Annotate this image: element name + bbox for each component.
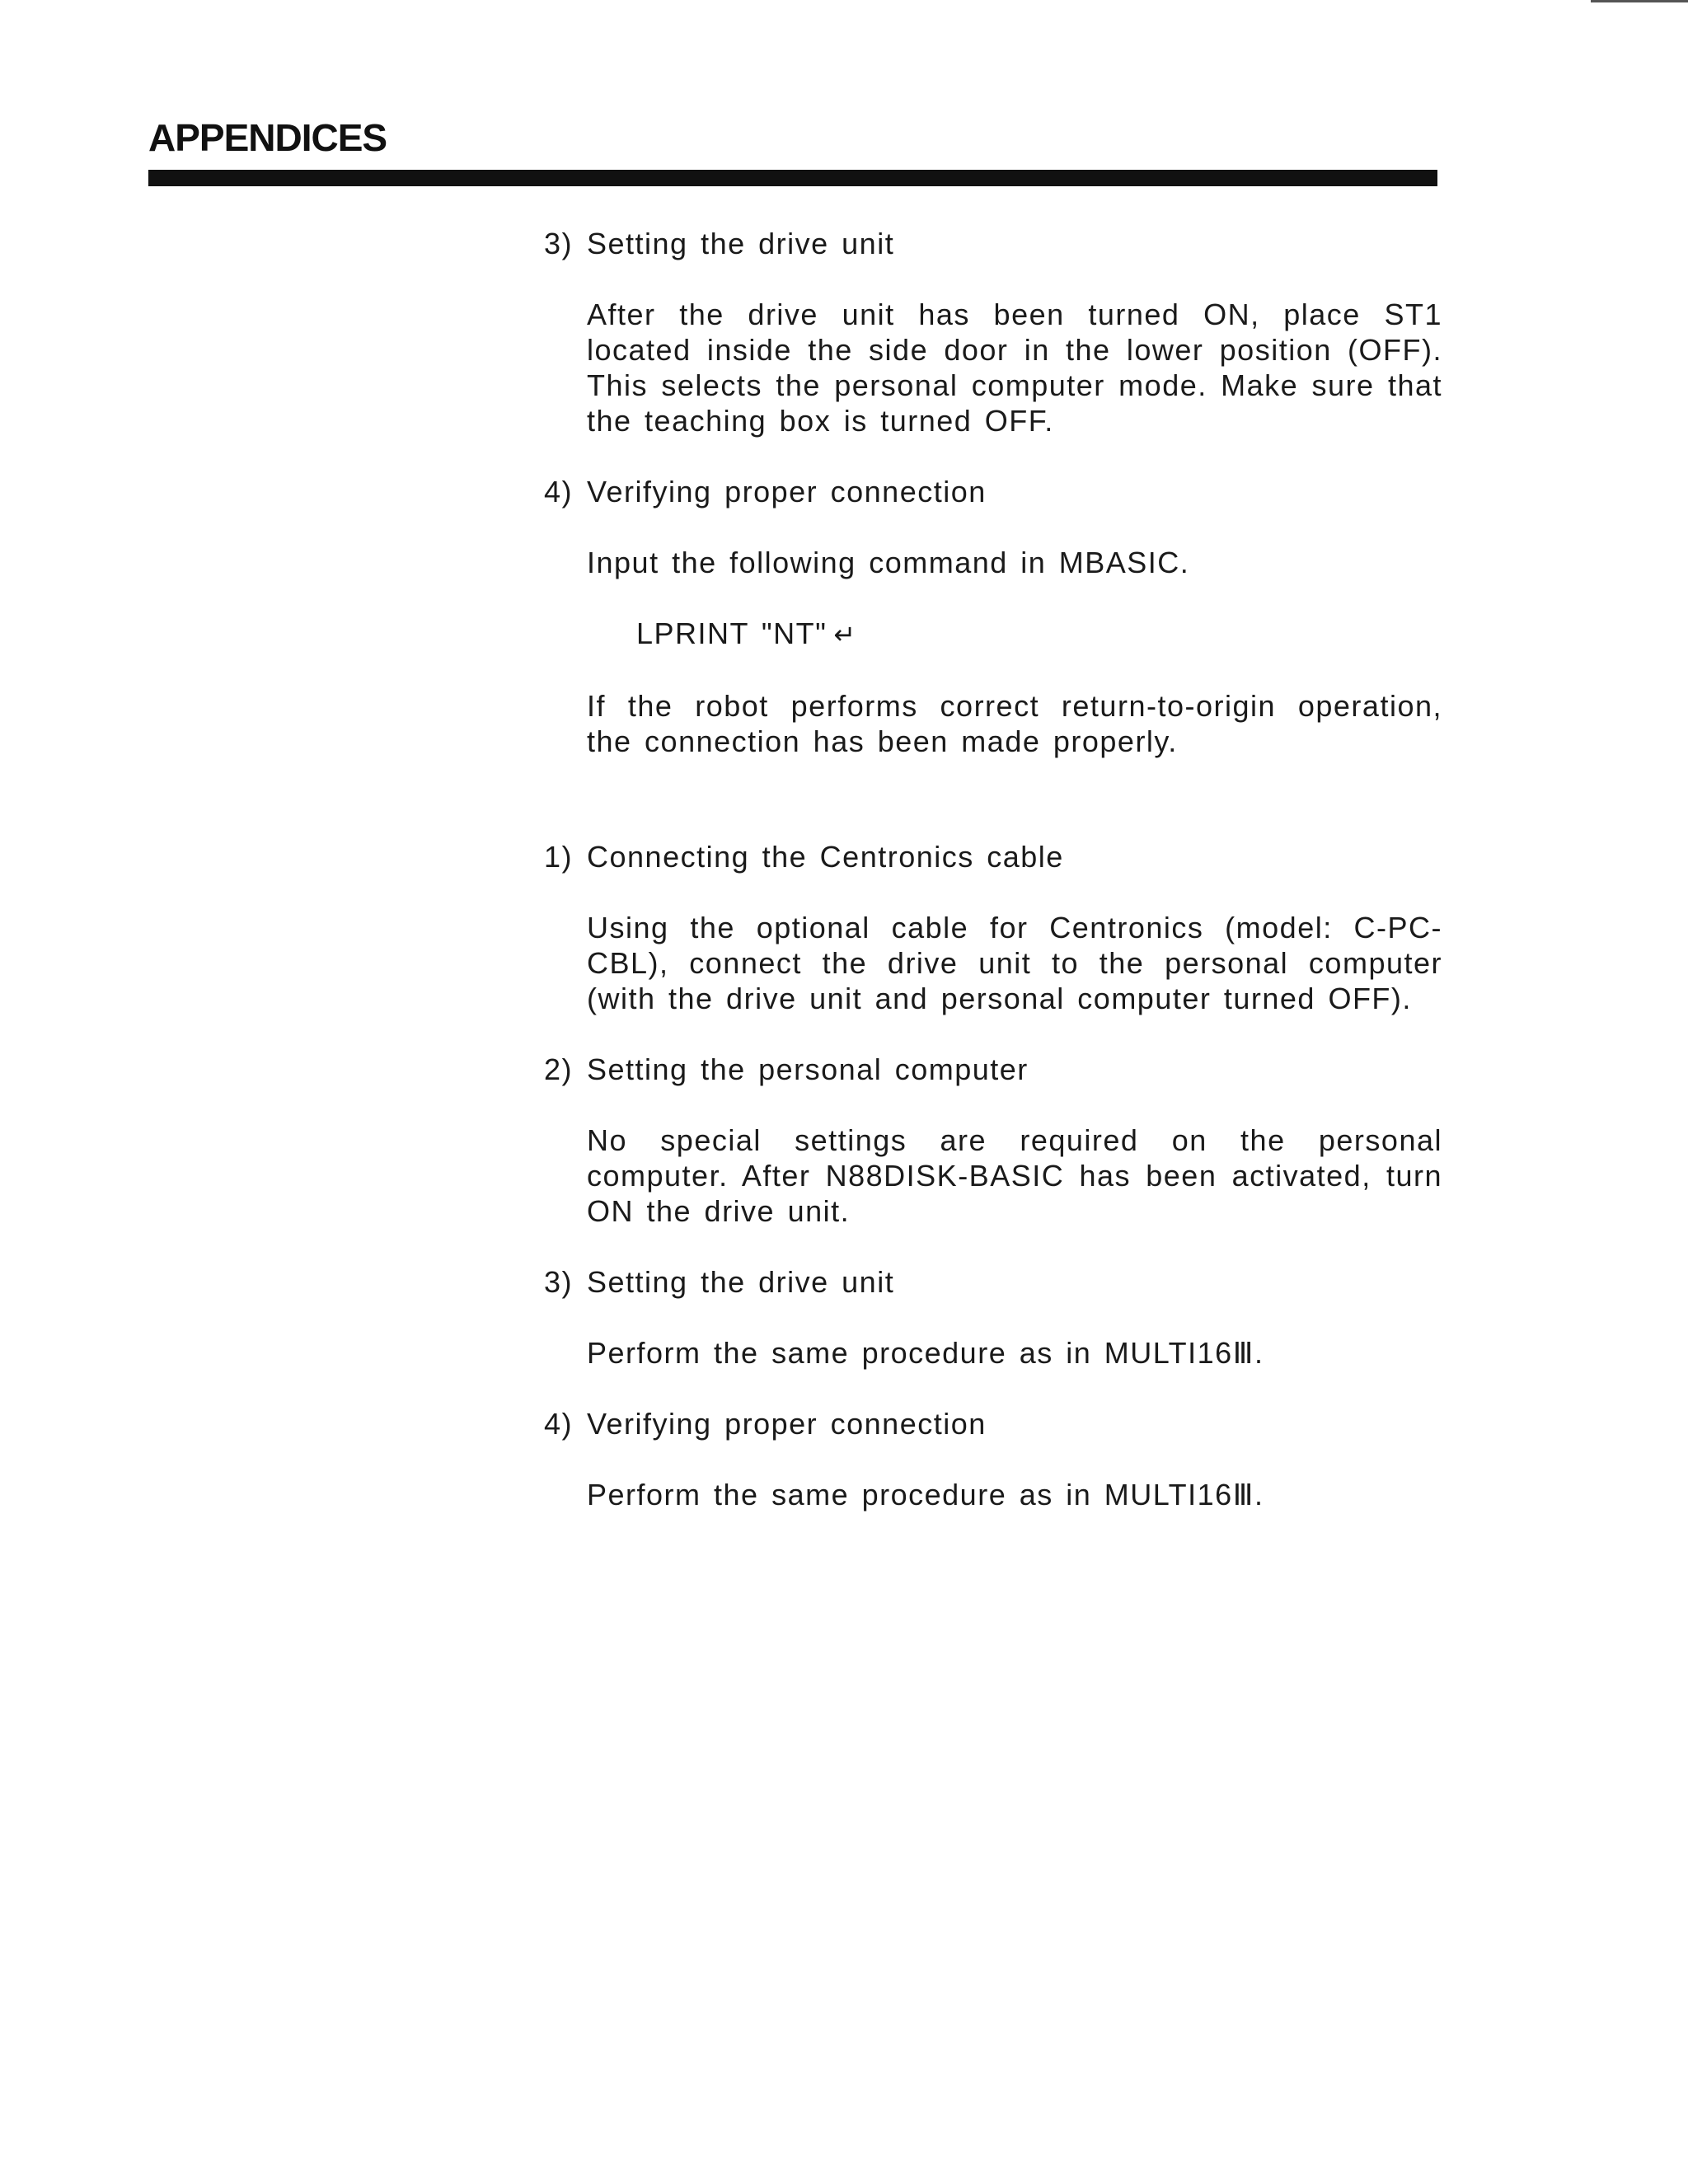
section-paragraph: After the drive unit has been turned ON, place ST1 located inside the side door in the lower position (OFF). This selects the personal computer mode. Make sure that the teaching box is turned OFF. bbox=[587, 298, 1442, 438]
section-title: Setting the personal computer bbox=[587, 1052, 1029, 1086]
section-title: Connecting the Centronics cable bbox=[587, 840, 1064, 874]
section-heading-setting-computer bbox=[544, 1052, 1442, 1087]
section-paragraph: Input the following command in MBASIC. bbox=[587, 546, 1190, 579]
command-line bbox=[636, 616, 1442, 653]
section-title: Verifying proper connection bbox=[587, 475, 987, 509]
page-header-title: APPENDICES bbox=[148, 116, 387, 159]
header-rule bbox=[148, 170, 1437, 186]
section-number: 2) bbox=[544, 1052, 574, 1086]
section-number: 1) bbox=[544, 840, 574, 874]
section-number: 4) bbox=[544, 475, 574, 509]
corner-scan-mark bbox=[1591, 0, 1688, 2]
section-paragraph: Perform the same procedure as in MULTI16Ⅲ. bbox=[587, 1336, 1264, 1370]
section-paragraph: If the robot performs correct return-to-origin operation, the connection has been made properly. bbox=[587, 689, 1442, 758]
section-paragraph: No special settings are required on the personal computer. After N88DISK-BASIC has been activated, turn ON the drive unit. bbox=[587, 1123, 1442, 1228]
section-number: 4) bbox=[544, 1407, 574, 1441]
return-key-icon: ↵ bbox=[833, 620, 857, 649]
section-paragraph: Perform the same procedure as in MULTI16Ⅲ. bbox=[587, 1478, 1264, 1511]
section-paragraph: Using the optional cable for Centronics (model: C-PC-CBL), connect the drive unit to the personal computer (with the drive unit and personal computer turned OFF). bbox=[587, 911, 1442, 1015]
command-text: LPRINT "NT" bbox=[636, 616, 828, 650]
section-heading-setting-drive-unit-2 bbox=[544, 1264, 1442, 1300]
main-content bbox=[544, 226, 1442, 1548]
section-heading-setting-drive-unit bbox=[544, 226, 1442, 261]
section-number: 3) bbox=[544, 227, 574, 260]
section-number: 3) bbox=[544, 1265, 574, 1299]
section-title: Verifying proper connection bbox=[587, 1407, 987, 1441]
section-heading-verifying-connection-2 bbox=[544, 1406, 1442, 1441]
section-heading-connecting-cable bbox=[544, 839, 1442, 874]
section-title: Setting the drive unit bbox=[587, 227, 895, 260]
section-title: Setting the drive unit bbox=[587, 1265, 895, 1299]
section-heading-verifying-connection bbox=[544, 474, 1442, 509]
